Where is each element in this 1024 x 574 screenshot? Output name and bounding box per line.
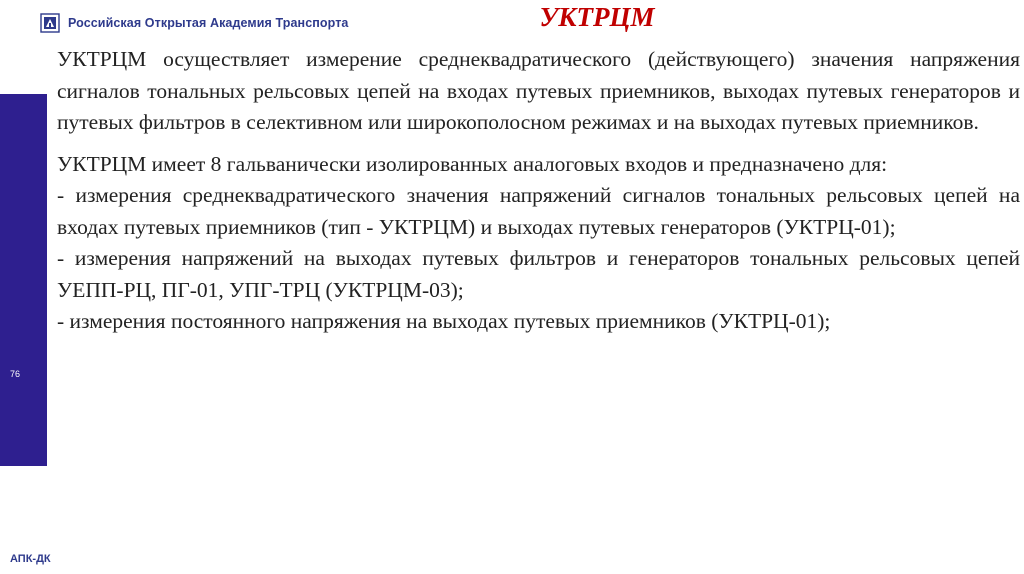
list-item-3: - измерения постоянного напряжения на выходах путевых приемников (УКТРЦ-01); [57,309,831,333]
page-number: 76 [10,369,21,379]
slide-content [57,44,1020,338]
footer-label: АПК-ДК [10,553,51,565]
org-name: Российская Открытая Академия Транспорта [68,16,349,30]
side-bar [0,94,47,466]
paragraph-1: УКТРЦМ осуществляет измерение среднеквадратического (действующего) значения напряжения сигналов тональных рельсовых цепей на входах путевых приемников, выходах путевых генераторов и путевых фильтров в селективном или широкополосном режимах и на выходах путевых приемников. [57,47,1020,134]
paragraph-2-intro: УКТРЦМ имеет 8 гальванически изолированных аналоговых входов и предназначено для: [57,151,888,176]
list-item-2: - измерения напряжений на выходах путевых фильтров и генераторов тональных рельсовых цепей УЕПП-РЦ, ПГ-01, УПГ-ТРЦ (УКТРЦМ-03); [57,246,1020,302]
list-item-1: - измерения среднеквадратического значения напряжений сигналов тональных рельсовых цепей на входах путевых приемников (тип - УКТРЦМ) и выходах путевых генераторов (УКТРЦ-01); [57,183,1020,239]
slide-title: УКТРЦМ [539,2,655,32]
